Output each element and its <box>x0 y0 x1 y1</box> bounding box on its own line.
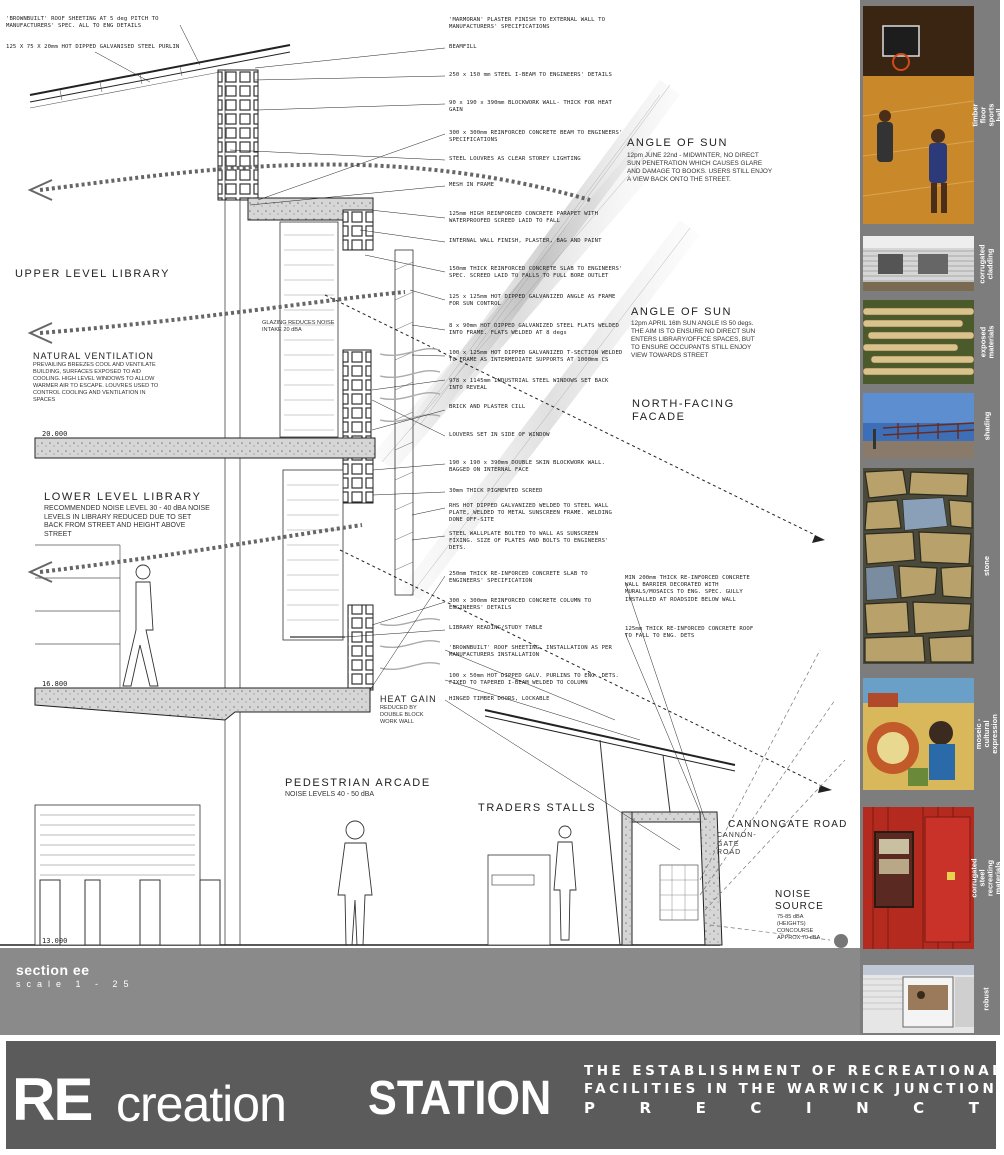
cannongate-road-label: CANNONGATE ROAD <box>728 819 848 830</box>
level-marker-ground: 13.000 <box>42 937 68 945</box>
note-roof-sheeting: 'BROWNBUILT' ROOF SHEETING AT 5 deg PITCH TO MANUFACTURERS' SPEC. ALL TO ENG DETAILS <box>6 16 159 30</box>
precinct-letter: R <box>639 1099 652 1117</box>
materials-strip <box>860 0 1004 1035</box>
stone-wall-photo <box>863 468 974 664</box>
note-blockwork: 90 x 190 x 390mm BLOCKWORK WALL- THICK FOR HEAT GAIN <box>449 100 612 114</box>
pergola-photo <box>863 393 974 458</box>
note-cill: BRICK AND PLASTER CILL <box>449 404 526 410</box>
precinct-letter: N <box>856 1099 869 1117</box>
note-wall-barrier: MIN 200mm THICK RE-INFORCED CONCRETE WALL BARRIER DECORATED WITH MURALS/MOSAICS TO ENG. SPEC. GULLY INSTALLED AT ROADSIDE BELOW WALL <box>625 575 750 603</box>
upper-library-label: UPPER LEVEL LIBRARY <box>15 268 171 280</box>
note-timber-doors: HINGED TIMBER DOORS, LOCKABLE <box>449 696 550 702</box>
precinct-letter: P <box>584 1099 595 1117</box>
note-concrete-roof: 125mm THICK RE-INFORCED CONCRETE ROOF TO FALL TO ENG. DETS <box>625 626 754 640</box>
note-steel-flats: 8 x 90mm HOT DIPPED GALVANIZED STEEL FLATS WELDED INTO FRAME. FLATS WELDED AT 8 degs <box>449 323 619 337</box>
section-label-bar <box>0 948 860 1035</box>
title-subtitle-line-3 <box>584 1099 979 1117</box>
precinct-letter: C <box>913 1099 925 1117</box>
note-concrete-beam: 300 x 300mm REINFORCED CONCRETE BEAM TO ENGINEERS' SPECIFICATIONS <box>449 130 623 144</box>
traders-stalls-label: TRADERS STALLS <box>478 802 597 814</box>
note-column: 300 x 300mm REINFORCED CONCRETE COLUMN TO ENGINEERS' DETAILS <box>449 598 592 612</box>
note-purlins: 100 x 50mm HOT DIPPED GALV. PURLINS TO ENG. DETS. FIXED TO TAPERED I-BEAM WELDED TO COLUMN <box>449 673 619 687</box>
note-rhs: RHS HOT DIPPED GALVANIZED WELDED TO STEEL WALL PLATE, WELDED TO METAL SUNSCREEN FRAME. WELDING DONE OFF-SITE <box>449 503 612 524</box>
precinct-letter: E <box>695 1099 706 1117</box>
angle-of-sun-1-label: ANGLE OF SUN <box>627 137 729 149</box>
north-facade-label: NORTH-FACING FACADE <box>632 398 735 423</box>
material-label-stone: stone <box>982 555 992 577</box>
note-marmoran: 'MARMORAN' PLASTER FINISH TO EXTERNAL WALL TO MANUFACTURERS' SPECIFICATIONS <box>449 17 606 31</box>
section-name: section ee <box>16 962 90 978</box>
kiosk-photo <box>863 965 974 1033</box>
note-steel-louvres: STEEL LOUVRES AS CLEAR STOREY LIGHTING <box>449 156 581 162</box>
angle-of-sun-2-label: ANGLE OF SUN <box>631 306 733 318</box>
noise-source-label: NOISE SOURCE <box>775 889 824 912</box>
natural-ventilation-label: NATURAL VENTILATION <box>33 351 154 361</box>
note-ibeam: 250 x 150 mm STEEL I-BEAM TO ENGINEERS' DETAILS <box>449 72 612 78</box>
pedestrian-arcade-note: NOISE LEVELS 40 - 50 dBA <box>285 791 375 798</box>
note-internal-finish: INTERNAL WALL FINISH, PLASTER, BAG AND PAINT <box>449 238 602 244</box>
note-slab-250: 250mm THICK RE-INFORCED CONCRETE SLAB TO ENGINEERS' SPECIFICATION <box>449 571 588 585</box>
section-scale: scale 1 - 25 <box>16 979 135 989</box>
material-label-timber-floor: timber floor sports hall <box>970 103 1004 127</box>
mosaic-photo <box>863 678 974 790</box>
precinct-letter: T <box>968 1099 979 1117</box>
material-label-exposed: exposed materials <box>978 325 995 359</box>
note-industrial-windows: 978 x 1145mm INDUSTRIAL STEEL WINDOWS SET BACK INTO REVEAL <box>449 378 609 392</box>
note-parapet: 125mm HIGH REINFORCED CONCRETE PARAPET WITH WATERPROOFED SCREED LAID TO FALL <box>449 211 599 225</box>
note-purlin: 125 X 75 X 20mm HOT DIPPED GALVANISED STEEL PURLIN <box>6 44 180 50</box>
cannongate-road-small-label: CANNON- GATE ROAD <box>717 832 757 856</box>
natural-ventilation-note: PREVAILING BREEZES COOL AND VENTILATE BUILDING, SURFACES EXPOSED TO AID COOLING. HIGH LEVEL WINDOWS TO ALLOW WARMER AIR TO ESCAPE. LOUVRES USED TO CONTROL COOLING AND VENTILATION IN SPACES <box>33 362 159 403</box>
glazing-note: GLAZING REDUCES NOISE INTAKE 20 dBA <box>262 320 335 333</box>
note-angle-frame: 125 x 125mm HOT DIPPED GALVANIZED ANGLE AS FRAME FOR SUN CONTROL <box>449 294 616 308</box>
material-label-mosaic: moseic - cultural expression <box>974 714 1000 754</box>
note-canopy-sheeting: 'BROWNBUILT' ROOF SHEETING. INSTALLATION AS PER MANUFACTURERS INSTALLATION <box>449 645 612 659</box>
note-wallplate: STEEL WALLPLATE BOLTED TO WALL AS SUNSCREEN FIXING. SIZE OF PLATES AND BOLTS TO ENGINEERS' DETS. <box>449 531 609 552</box>
red-steel-photo <box>863 807 974 949</box>
title-box <box>6 1041 1004 1149</box>
note-beamfill: BEAMFILL <box>449 44 477 50</box>
title-creation: creation <box>116 1076 286 1132</box>
pedestrian-arcade-label: PEDESTRIAN ARCADE <box>285 777 431 789</box>
cladding-photo <box>863 236 974 291</box>
basketball-photo <box>863 6 974 224</box>
heat-gain-label: HEAT GAIN <box>380 694 437 704</box>
material-label-red-steel: corrugated steel recreating materials <box>970 858 1003 898</box>
noise-source-note: 75-85 dBA (HEIGHTS) CONCOURSE APPROX 70 dBA <box>777 914 821 941</box>
material-label-robust: robust <box>982 987 991 1011</box>
note-double-skin: 190 x 190 x 390mm DOUBLE SKIN BLOCKWORK WALL. BAGGED ON INTERNAL FACE <box>449 460 606 474</box>
note-slab-150: 150mm THICK REINFORCED CONCRETE SLAB TO ENGINEERS' SPEC. SCREED LAID TO FALLS TO FULL BORE OUTLET <box>449 266 623 280</box>
heat-gain-note: REDUCED BY DOUBLE BLOCK WORK WALL <box>380 705 424 725</box>
title-subtitle-line-2: FACILITIES IN THE WARWICK JUNCTION <box>584 1081 998 1097</box>
title-banner <box>0 1035 1004 1155</box>
precinct-letter: C <box>750 1099 762 1117</box>
material-label-cladding: corrugated cladding <box>978 243 995 284</box>
precinct-letter: I <box>805 1099 812 1117</box>
note-louvers-window: LOUVERS SET IN SIDE OF WINDOW <box>449 432 550 438</box>
lower-library-note: RECOMMENDED NOISE LEVEL 30 - 40 dBA NOISE LEVELS IN LIBRARY REDUCED DUE TO SET BACK FROM STREET AND HEIGHT ABOVE STREET <box>44 505 210 538</box>
note-reading-table: LIBRARY READING/STUDY TABLE <box>449 625 543 631</box>
material-label-shading: shading <box>982 411 992 440</box>
note-t-section: 100 x 125mm HOT DIPPED GALVANIZED T-SECTION WELDED TO FRAME AS INTERMEDIATE SUPPORTS AT 1000mm CS <box>449 350 623 364</box>
timber-logs-photo <box>863 300 974 384</box>
angle-of-sun-1-note: 12pm JUNE 22nd - MIDWINTER, NO DIRECT SUN PENETRATION WHICH CAUSES GLARE AND DAMAGE TO BOOKS. USERS STILL ENJOY A VIEW BACK ONTO THE STREET. <box>627 152 773 183</box>
level-marker-upper: 20.000 <box>42 430 68 438</box>
title-re: RE <box>12 1066 92 1133</box>
title-station: STATION <box>368 1072 552 1125</box>
level-marker-lower: 16.800 <box>42 680 68 688</box>
lower-library-label: LOWER LEVEL LIBRARY <box>44 491 202 503</box>
title-subtitle-line-1: THE ESTABLISHMENT OF RECREATIONAL <box>584 1063 1004 1079</box>
angle-of-sun-2-note: 12pm APRIL 16th SUN ANGLE IS 50 degs. THE AIM IS TO ENSURE NO DIRECT SUN ENTERS LIBRARY/OFFICE SPACES, BUT TO ENSURE OCCUPANTS STILL ENJOY VIEW TOWARDS STREET <box>631 320 756 359</box>
note-mesh: MESH IN FRAME <box>449 182 495 188</box>
note-screed: 30mm THICK PIGMENTED SCREED <box>449 488 543 494</box>
